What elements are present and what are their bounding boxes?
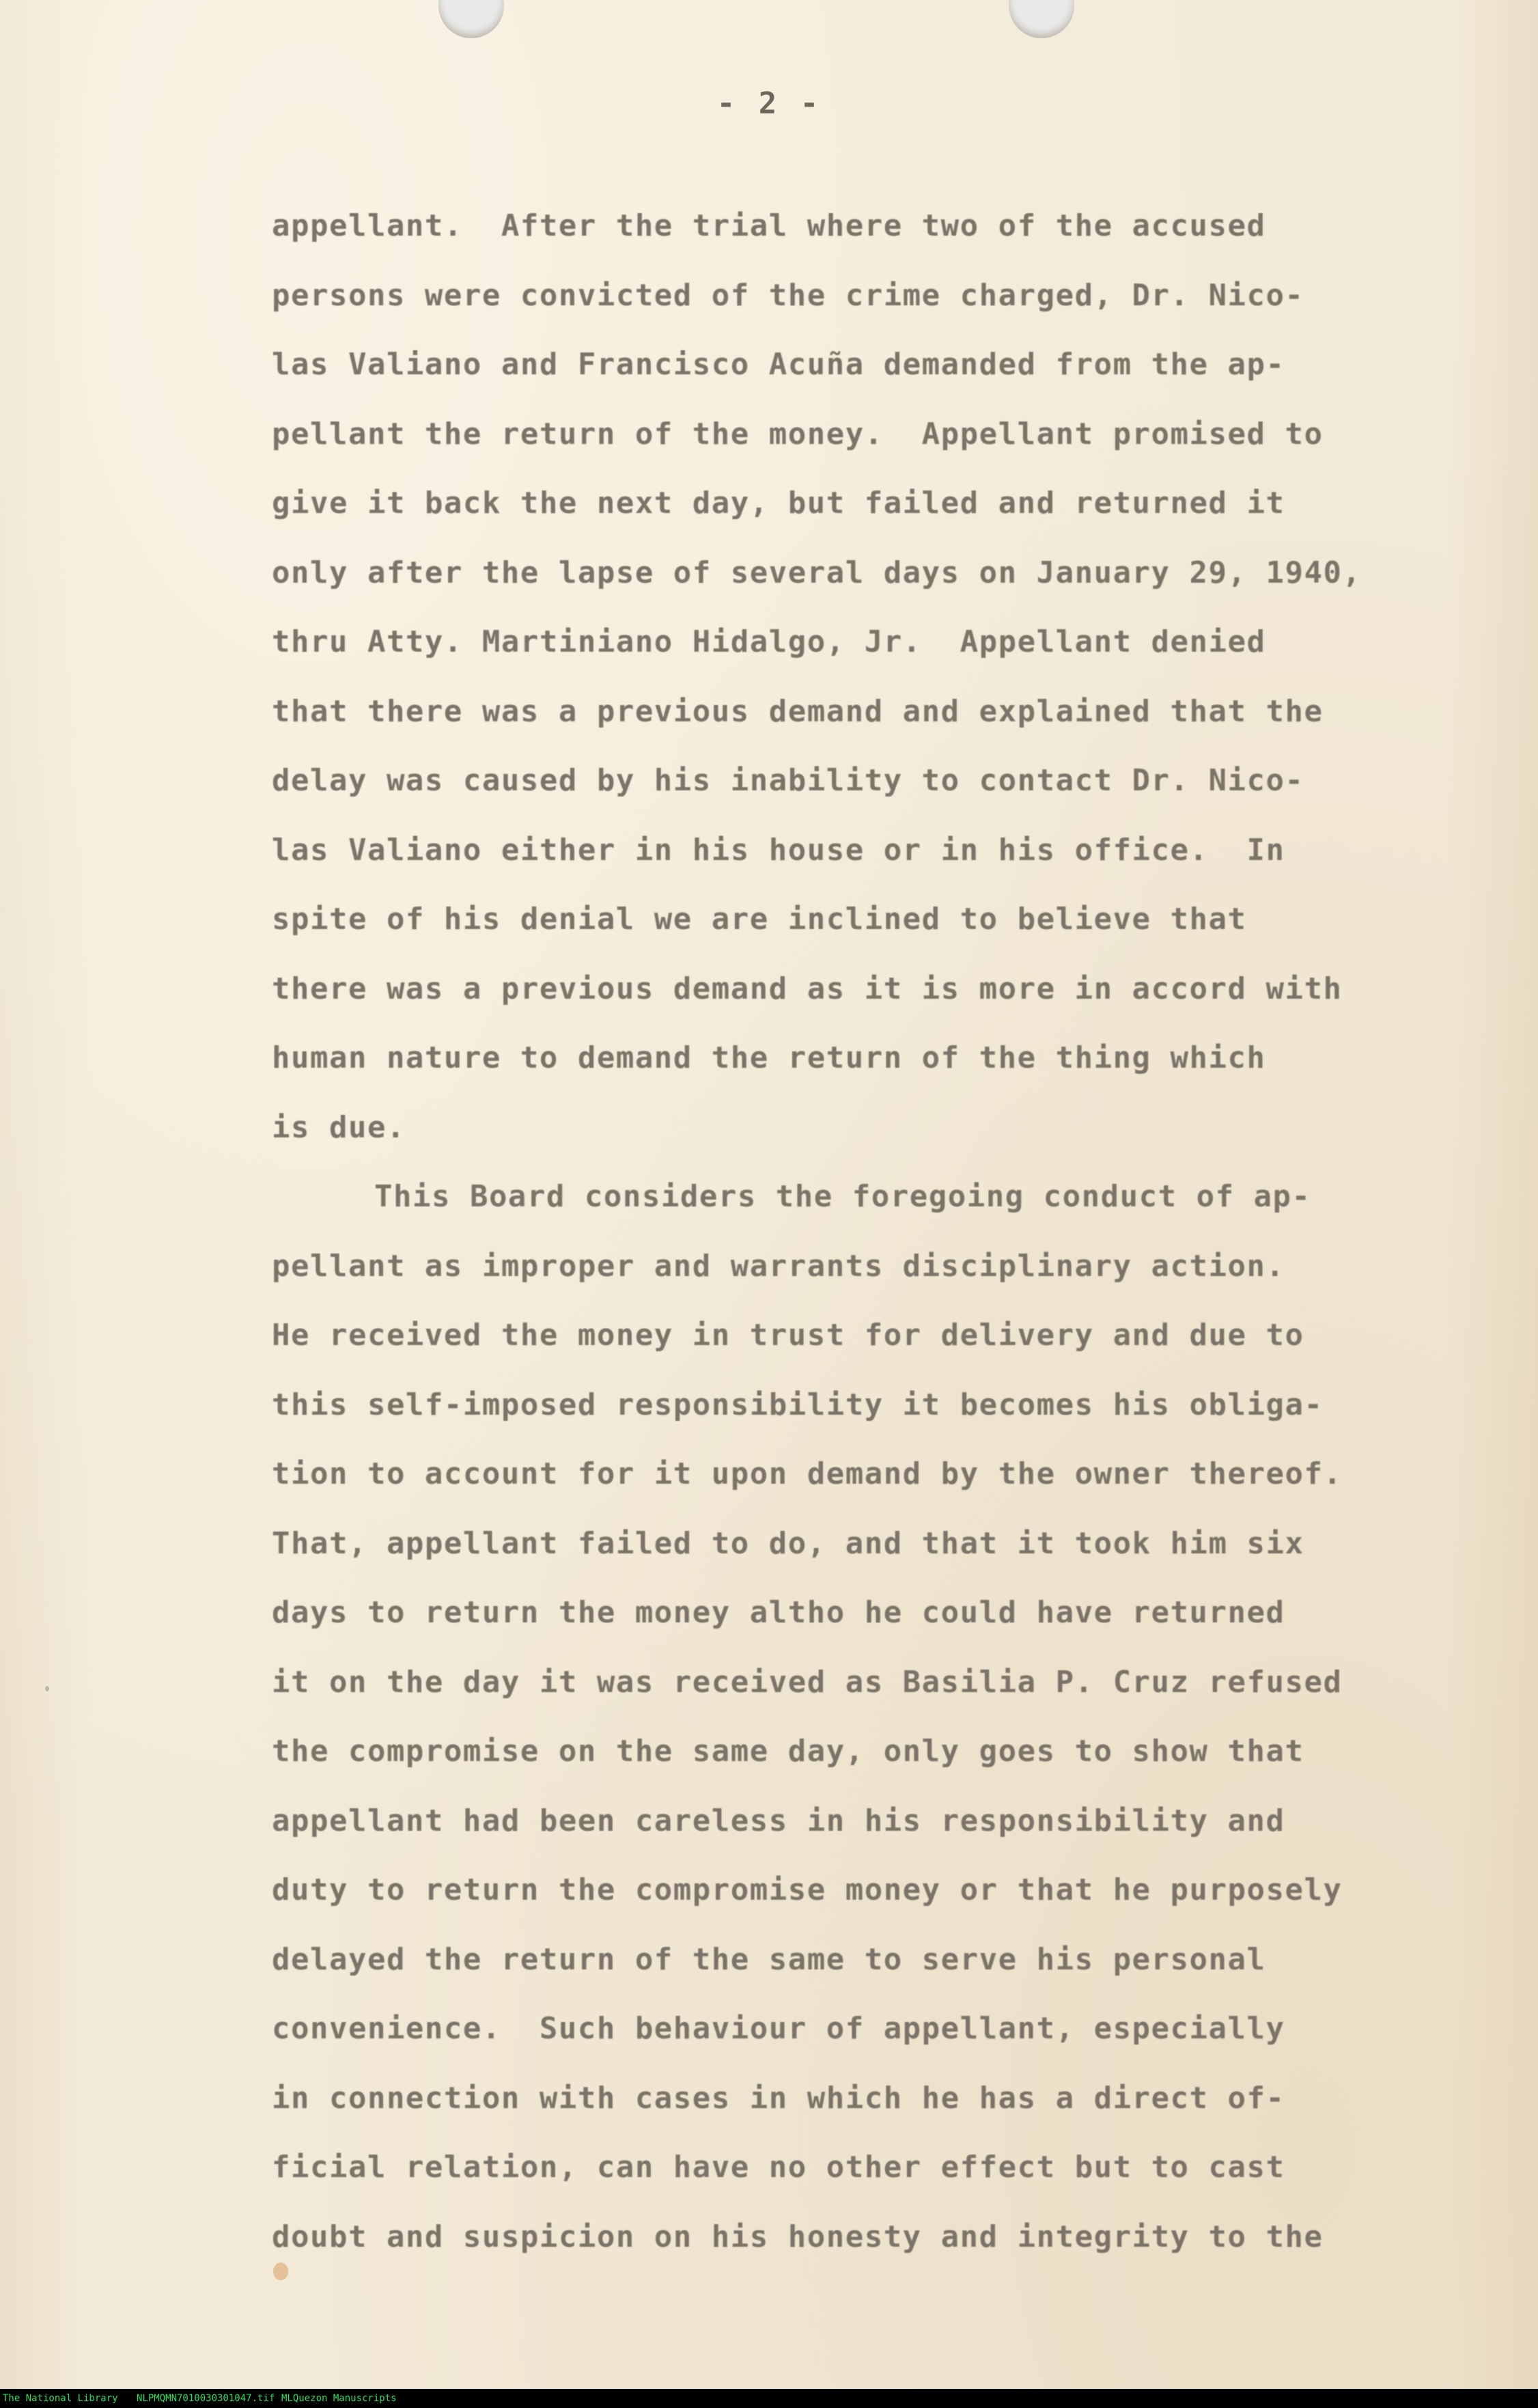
punch-hole-right — [1009, 0, 1074, 38]
text-line: delayed the return of the same to serve his personal — [272, 1941, 1266, 1977]
text-line: doubt and suspicion on his honesty and integrity to the — [272, 2219, 1324, 2254]
punch-hole-left — [438, 0, 504, 38]
text-line: appellant had been careless in his responsibility and — [272, 1803, 1285, 1838]
paragraph-start-line: This Board considers the foregoing conduct of ap- — [374, 1179, 1311, 1214]
text-line: is due. — [272, 1109, 406, 1145]
text-line: give it back the next day, but failed and returned it — [272, 486, 1285, 521]
text-line: that there was a previous demand and explained that the — [272, 693, 1324, 729]
text-line: spite of his denial we are inclined to believe that — [272, 902, 1247, 937]
text-line: pellant as improper and warrants disciplinary action. — [272, 1248, 1285, 1284]
text-line: this self-imposed responsibility it becomes his obliga- — [272, 1387, 1324, 1422]
text-line: convenience. Such behaviour of appellant, especially — [272, 2011, 1285, 2046]
text-line: That, appellant failed to do, and that it took him six — [272, 1525, 1304, 1561]
text-line: it on the day it was received as Basilia P. Cruz refused — [272, 1664, 1343, 1700]
text-line: there was a previous demand as it is more in accord with — [272, 971, 1343, 1006]
text-line: only after the lapse of several days on January 29, 1940, — [272, 555, 1362, 590]
paper-speck — [45, 1686, 49, 1691]
text-line: in connection with cases in which he has a direct of- — [272, 2080, 1285, 2116]
text-line: days to return the money altho he could have returned — [272, 1595, 1285, 1630]
text-line: the compromise on the same day, only goes to show that — [272, 1734, 1304, 1769]
text-line: las Valiano either in his house or in his office. In — [272, 832, 1285, 868]
text-line: appellant. After the trial where two of the accused — [272, 208, 1266, 243]
paper-stain — [273, 2262, 288, 2280]
text-line: human nature to demand the return of the thing which — [272, 1040, 1266, 1075]
text-line: He received the money in trust for delivery and due to — [272, 1318, 1304, 1353]
text-line: pellant the return of the money. Appellant promised to — [272, 416, 1324, 452]
scan-footer-bar — [0, 2389, 1538, 2408]
footer-file-name: NLPMQMN7010030301047.tif — [137, 2393, 275, 2404]
text-line: persons were convicted of the crime charged, Dr. Nico- — [272, 277, 1304, 313]
text-line: duty to return the compromise money or that he purposely — [272, 1872, 1343, 1907]
text-line: tion to account for it upon demand by the owner thereof. — [272, 1456, 1343, 1491]
page-number: - 2 - — [716, 86, 822, 121]
footer-library: The National Library — [3, 2393, 118, 2404]
text-line: ficial relation, can have no other effect but to cast — [272, 2150, 1285, 2185]
footer-collection: MLQuezon Manuscripts — [281, 2393, 397, 2404]
text-line: las Valiano and Francisco Acuña demanded from the ap- — [272, 347, 1285, 382]
text-line: thru Atty. Martiniano Hidalgo, Jr. Appellant denied — [272, 624, 1266, 659]
text-line: delay was caused by his inability to contact Dr. Nico- — [272, 763, 1304, 798]
body-text — [272, 191, 1501, 2271]
